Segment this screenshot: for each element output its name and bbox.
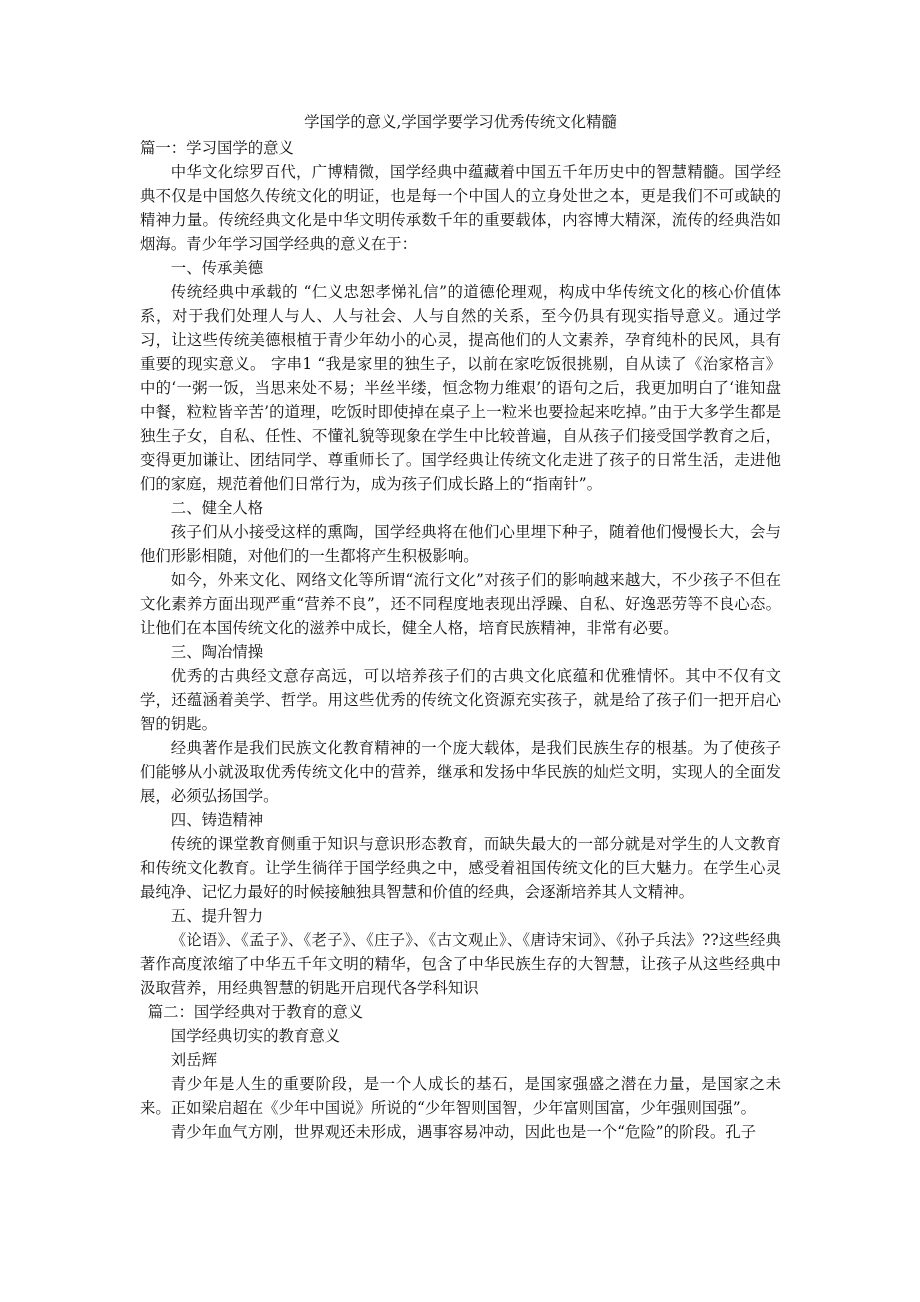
article-title: 国学经典切实的教育意义	[170, 1027, 341, 1045]
section-heading: 一、传承美德	[170, 259, 264, 277]
section-heading-part-two: 篇二：国学经典对于教育的意义	[147, 1003, 364, 1021]
author-name: 刘岳辉	[170, 1051, 217, 1069]
section-heading: 四、铸造精神	[170, 811, 264, 829]
document-body	[140, 110, 781, 1144]
paragraph: 经典著作是我们民族文化教育精神的一个庞大载体，是我们民族生存的根基。为了使孩子们能够从小就汲取优秀传统文化中的营养，继承和发扬中华民族的灿烂文明，实现人的全面发展，必须弘扬国学。	[140, 739, 781, 805]
section-heading: 二、健全人格	[170, 499, 264, 517]
paragraph: 优秀的古典经文意存高远，可以培养孩子们的古典文化底蕴和优雅情怀。其中不仅有文学，还蕴涵着美学、哲学。用这些优秀的传统文化资源充实孩子，就是给了孩子们一把开启心智的钥匙。	[140, 667, 781, 733]
paragraph: 孩子们从小接受这样的熏陶，国学经典将在他们心里埋下种子，随着他们慢慢长大，会与他们形影相随，对他们的一生都将产生积极影响。	[140, 523, 781, 565]
section-heading: 五、提升智力	[170, 907, 264, 925]
paragraph: 《论语》、《孟子》、《老子》、《庄子》、《古文观止》、《唐诗宋词》、《孙子兵法》??这些经典著作高度浓缩了中华五千年文明的精华，包含了中华民族生存的大智慧，让孩子从这些经典中汲取营养，用经典智慧的钥匙开启现代各学科知识	[140, 931, 781, 997]
paragraph: 传统的课堂教育侧重于知识与意识形态教育，而缺失最大的一部分就是对学生的人文教育和传统文化教育。让学生徜徉于国学经典之中，感受着祖国传统文化的巨大魅力。在学生心灵最纯净、记忆力最好的时候接触独具智慧和价值的经典，会逐渐培养其人文精神。	[140, 835, 781, 901]
paragraph: 中华文化综罗百代，广博精微，国学经典中蕴藏着中国五千年历史中的智慧精髓。国学经典不仅是中国悠久传统文化的明证，也是每一个中国人的立身处世之本，更是我们不可或缺的精神力量。传统经典文化是中华文明传承数千年的重要载体，内容博大精深，流传的经典浩如烟海。青少年学习国学经典的意义在于：	[140, 163, 781, 253]
section-heading-part-one: 篇一：学习国学的意义	[140, 139, 294, 157]
paragraph: 青少年血气方刚，世界观还未形成，遇事容易冲动，因此也是一个“危险”的阶段。孔子	[170, 1123, 756, 1141]
document-title: 学国学的意义,学国学要学习优秀传统文化精髓	[304, 113, 617, 131]
paragraph: 传统经典中承载的 “仁义忠恕孝悌礼信”的道德伦理观，构成中华传统文化的核心价值体系，对于我们处理人与人、人与社会、人与自然的关系，至今仍具有现实指导意义。通过学习，让这些传统美德根植于青少年幼小的心灵，提高他们的人文素养，孕育纯朴的民风，具有重要的现实意义。 字串1 “我是家里的独生子，以前在家吃饭很挑剔，自从读了《治家格言》中的‘一粥一饭，当思来处不易；半丝半缕，恒念物力维艰’的语句之后，我更加明白了‘谁知盘中餐，粒粒皆辛苦’的道理，吃饭时即使掉在桌子上一粒米也要捡起来吃掉。”由于大多学生都是独生子女，自私、任性、不懂礼貌等现象在学生中比较普遍，自从孩子们接受国学教育之后，变得更加谦让、团结同学、尊重师长了。国学经典让传统文化走进了孩子的日常生活，走进他们的家庭，规范着他们日常行为，成为孩子们成长路上的“指南针”。	[140, 283, 781, 493]
paragraph: 如今，外来文化、网络文化等所谓“流行文化”对孩子们的影响越来越大，不少孩子不但在文化素养方面出现严重“营养不良”，还不同程度地表现出浮躁、自私、好逸恶劳等不良心态。让他们在本国传统文化的滋养中成长，健全人格，培育民族精神，非常有必要。	[140, 571, 781, 637]
paragraph: 青少年是人生的重要阶段，是一个人成长的基石，是国家强盛之潜在力量，是国家之未来。正如梁启超在《少年中国说》所说的“少年智则国智，少年富则国富，少年强则国强”。	[140, 1075, 781, 1117]
section-heading: 三、陶冶情操	[170, 643, 264, 661]
